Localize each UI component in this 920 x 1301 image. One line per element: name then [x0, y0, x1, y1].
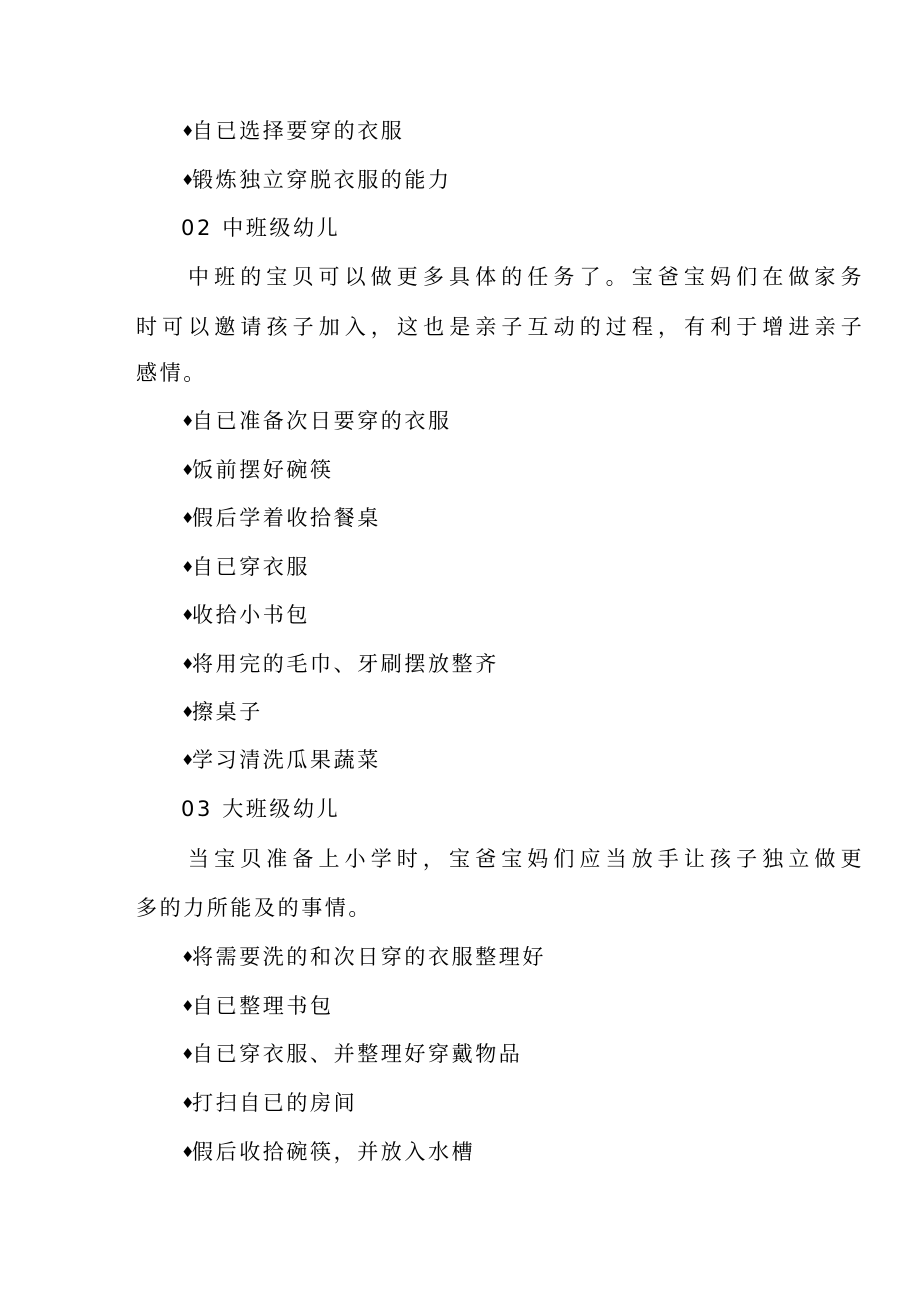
diamond-bullet-icon: ♦	[181, 751, 195, 769]
diamond-bullet-icon: ♦	[181, 1094, 195, 1112]
list-item	[181, 1138, 475, 1166]
diamond-bullet-icon: ♦	[181, 412, 195, 430]
paragraph-line: 感情。	[136, 361, 207, 385]
diamond-bullet-icon: ♦	[181, 558, 195, 576]
paragraph-line: 多的力所能及的事情。	[136, 896, 372, 920]
list-item-text: 饭前摆好碗筷	[192, 458, 334, 482]
list-item-text: 擦桌子	[192, 700, 263, 724]
list-item	[181, 1089, 357, 1117]
list-item-text: 自已穿衣服、并整理好穿戴物品	[192, 1042, 523, 1066]
list-item-text: 锻炼独立穿脱衣服的能力	[192, 168, 452, 192]
list-item-text: 假后学着收拾餐桌	[192, 506, 381, 530]
list-item-text: 自已准备次日要穿的衣服	[192, 409, 452, 433]
list-item	[181, 117, 404, 145]
list-item	[181, 943, 546, 971]
diamond-bullet-icon: ♦	[181, 1045, 195, 1063]
list-item	[181, 456, 334, 484]
section-heading-middle: 02 中班级幼儿	[181, 216, 341, 240]
list-item	[181, 504, 381, 532]
list-item	[181, 407, 452, 435]
list-item-text: 学习清洗瓜果蔬菜	[192, 748, 381, 772]
paragraph-line: 时可以邀请孩子加入，这也是亲子互动的过程，有利于增进亲子	[136, 315, 867, 339]
diamond-bullet-icon: ♦	[181, 509, 195, 527]
list-item-text: 自已选择要穿的衣服	[192, 119, 405, 143]
section-heading-large: 03 大班级幼儿	[181, 797, 341, 821]
diamond-bullet-icon: ♦	[181, 461, 195, 479]
list-item	[181, 553, 310, 581]
diamond-bullet-icon: ♦	[181, 171, 195, 189]
diamond-bullet-icon: ♦	[181, 997, 195, 1015]
list-item	[181, 746, 381, 774]
list-item	[181, 601, 310, 629]
diamond-bullet-icon: ♦	[181, 703, 195, 721]
diamond-bullet-icon: ♦	[181, 606, 195, 624]
diamond-bullet-icon: ♦	[181, 1143, 195, 1161]
list-item-text: 自已穿衣服	[192, 555, 310, 579]
list-item-text: 将用完的毛巾、牙刷摆放整齐	[192, 652, 499, 676]
list-item	[181, 650, 499, 678]
list-item-text: 自已整理书包	[192, 994, 334, 1018]
diamond-bullet-icon: ♦	[181, 122, 195, 140]
list-item	[181, 698, 263, 726]
list-item-text: 收拾小书包	[192, 603, 310, 627]
diamond-bullet-icon: ♦	[181, 948, 195, 966]
list-item-text: 打扫自已的房间	[192, 1091, 358, 1115]
list-item-text: 假后收拾碗筷，并放入水槽	[192, 1140, 476, 1164]
paragraph-line: 当宝贝准备上小学时，宝爸宝妈们应当放手让孩子独立做更	[188, 847, 867, 871]
list-item	[181, 166, 452, 194]
diamond-bullet-icon: ♦	[181, 655, 195, 673]
list-item	[181, 992, 334, 1020]
paragraph-line: 中班的宝贝可以做更多具体的任务了。宝爸宝妈们在做家务	[188, 265, 867, 289]
list-item-text: 将需要洗的和次日穿的衣服整理好	[192, 945, 546, 969]
list-item	[181, 1040, 522, 1068]
